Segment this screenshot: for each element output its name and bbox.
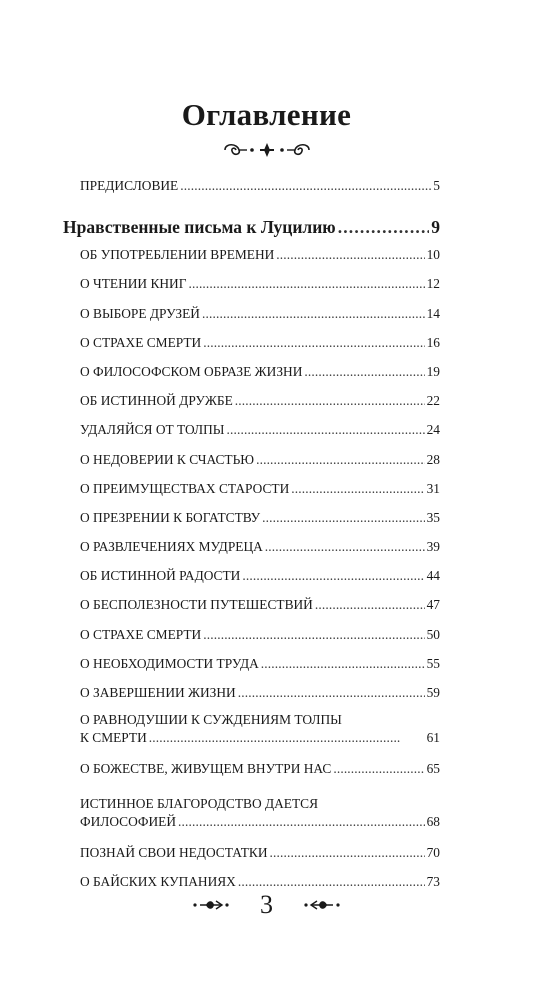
toc-entry[interactable] <box>80 565 440 594</box>
leader-dots <box>188 273 424 295</box>
toc-entry[interactable] <box>80 449 440 478</box>
toc-entry[interactable] <box>80 332 440 361</box>
toc-entry-page: 12 <box>426 276 440 292</box>
toc-entry-title: О СТРАХЕ СМЕРТИ <box>80 334 202 350</box>
toc-entry-page: 68 <box>426 814 440 830</box>
leaf-ornament-right-icon <box>303 898 341 912</box>
toc-entry-title: ПРЕДИСЛОВИЕ <box>80 178 179 193</box>
toc-entry-title: О БОЖЕСТВЕ, ЖИВУЩЕМ ВНУТРИ НАС <box>80 761 332 777</box>
toc-entry[interactable] <box>80 390 440 419</box>
leader-dots <box>333 758 424 780</box>
toc-entry-title: О РАЗВЛЕЧЕНИЯХ МУДРЕЦА <box>80 539 263 555</box>
page-number: 3 <box>260 890 273 919</box>
leader-dots <box>238 682 425 704</box>
page-title: Оглавление <box>181 97 352 132</box>
toc-entry-page: 44 <box>426 568 440 584</box>
toc-entry-title: ОБ ИСТИННОЙ ДРУЖБЕ <box>80 393 233 409</box>
leader-dots <box>235 390 425 412</box>
toc-entry-title: О ПРЕИМУЩЕСТВАХ СТАРОСТИ <box>80 480 290 496</box>
toc-entry-page: 24 <box>426 422 440 438</box>
toc-entry[interactable] <box>80 536 440 565</box>
toc-entry-page: 5 <box>433 178 440 193</box>
leader-dots <box>304 361 424 383</box>
toc-entry-title: ПОЗНАЙ СВОИ НЕДОСТАТКИ <box>80 845 268 861</box>
toc-entry-page: 35 <box>426 509 440 525</box>
toc-entry[interactable] <box>80 758 440 795</box>
leader-dots <box>291 478 424 500</box>
toc-entry-page: 59 <box>426 685 440 700</box>
toc-entry-page: 14 <box>426 305 440 321</box>
toc-entry-title-line2: К СМЕРТИ <box>80 730 147 746</box>
toc-entry-page: 55 <box>426 655 440 671</box>
toc-entry-title: О ВЫБОРЕ ДРУЗЕЙ <box>80 305 200 321</box>
leader-dots <box>178 813 425 831</box>
toc-entry-page: 19 <box>426 363 440 379</box>
toc-entry-title: О ФИЛОСОФСКОМ ОБРАЗЕ ЖИЗНИ <box>80 363 303 379</box>
toc-entry-title: О БЕСПОЛЕЗНОСТИ ПУТЕШЕСТВИЙ <box>80 597 313 613</box>
toc-entry[interactable] <box>80 303 440 332</box>
leader-dots <box>256 449 425 471</box>
leader-dots <box>261 653 425 675</box>
toc-entry-page: 28 <box>426 451 440 467</box>
leader-dots <box>315 594 425 616</box>
toc-entry[interactable] <box>80 244 440 273</box>
toc-entry[interactable] <box>80 594 440 623</box>
toc-entry-page: 47 <box>426 597 440 613</box>
toc-entry[interactable] <box>80 624 440 653</box>
toc-entry-title: О НЕОБХОДИМОСТИ ТРУДА <box>80 655 259 671</box>
table-of-contents <box>63 175 440 901</box>
toc-entry-title-line1: ИСТИННОЕ БЛАГОРОДСТВО ДАЕТСЯ <box>80 796 319 812</box>
toc-entry[interactable] <box>80 653 440 682</box>
toc-entry-multiline[interactable] <box>80 711 440 758</box>
leader-dots <box>202 303 425 325</box>
toc-entry[interactable] <box>80 842 440 871</box>
toc-section-heading[interactable] <box>63 204 440 244</box>
toc-entry-page: 10 <box>426 247 440 263</box>
toc-entry-title: О ПРЕЗРЕНИИ К БОГАТСТВУ <box>80 509 261 525</box>
leader-dots <box>180 175 431 197</box>
toc-entry-page: 73 <box>426 874 440 890</box>
toc-entry-title: УДАЛЯЙСЯ ОТ ТОЛПЫ <box>80 422 225 438</box>
toc-entry-page: 22 <box>426 393 440 409</box>
leader-dots <box>270 842 425 864</box>
toc-entry[interactable] <box>80 273 440 302</box>
leader-dots <box>149 729 425 747</box>
page-footer <box>0 890 533 920</box>
toc-entry-title: О ЗАВЕРШЕНИИ ЖИЗНИ <box>80 685 236 700</box>
toc-entry[interactable] <box>80 682 440 711</box>
toc-entry-title: ОБ УПОТРЕБЛЕНИИ ВРЕМЕНИ <box>80 247 275 263</box>
leaf-ornament-left-icon <box>192 898 230 912</box>
toc-entry-page: 70 <box>426 845 440 861</box>
leader-dots <box>276 244 424 266</box>
toc-entry-multiline[interactable] <box>80 795 440 842</box>
leader-dots <box>203 624 424 646</box>
toc-entry-page: 65 <box>426 761 440 777</box>
leader-dots <box>226 419 424 441</box>
toc-entry[interactable] <box>80 478 440 507</box>
toc-section-page: 9 <box>431 217 440 238</box>
toc-entry-title: О БАЙСКИХ КУПАНИЯХ <box>80 874 236 890</box>
toc-entry-title: О НЕДОВЕРИИ К СЧАСТЬЮ <box>80 451 255 467</box>
toc-entry-page: 16 <box>426 334 440 350</box>
toc-section-title: Нравственные письма к Луцилию <box>63 217 336 238</box>
toc-entry-title: О ЧТЕНИИ КНИГ <box>80 276 187 292</box>
toc-entry[interactable] <box>80 361 440 390</box>
toc-entry-title-line1: О РАВНОДУШИИ К СУЖДЕНИЯМ ТОЛПЫ <box>80 712 342 728</box>
toc-entry-page: 39 <box>426 539 440 555</box>
flourish-ornament-icon <box>0 140 533 165</box>
leader-dots <box>265 536 425 558</box>
toc-entry-title: ОБ ИСТИННОЙ РАДОСТИ <box>80 568 241 584</box>
toc-entry-preface[interactable] <box>80 175 440 204</box>
toc-entry-title: О СТРАХЕ СМЕРТИ <box>80 626 202 642</box>
leader-dots <box>203 332 424 354</box>
toc-entry[interactable] <box>80 419 440 448</box>
toc-entry-page: 31 <box>426 480 440 496</box>
leader-dots <box>262 507 424 529</box>
toc-entry[interactable] <box>80 507 440 536</box>
leader-dots <box>242 565 424 587</box>
toc-entry-page: 50 <box>426 626 440 642</box>
toc-entry-title-line2: ФИЛОСОФИЕЙ <box>80 814 177 830</box>
toc-entry-page: 61 <box>426 730 440 746</box>
